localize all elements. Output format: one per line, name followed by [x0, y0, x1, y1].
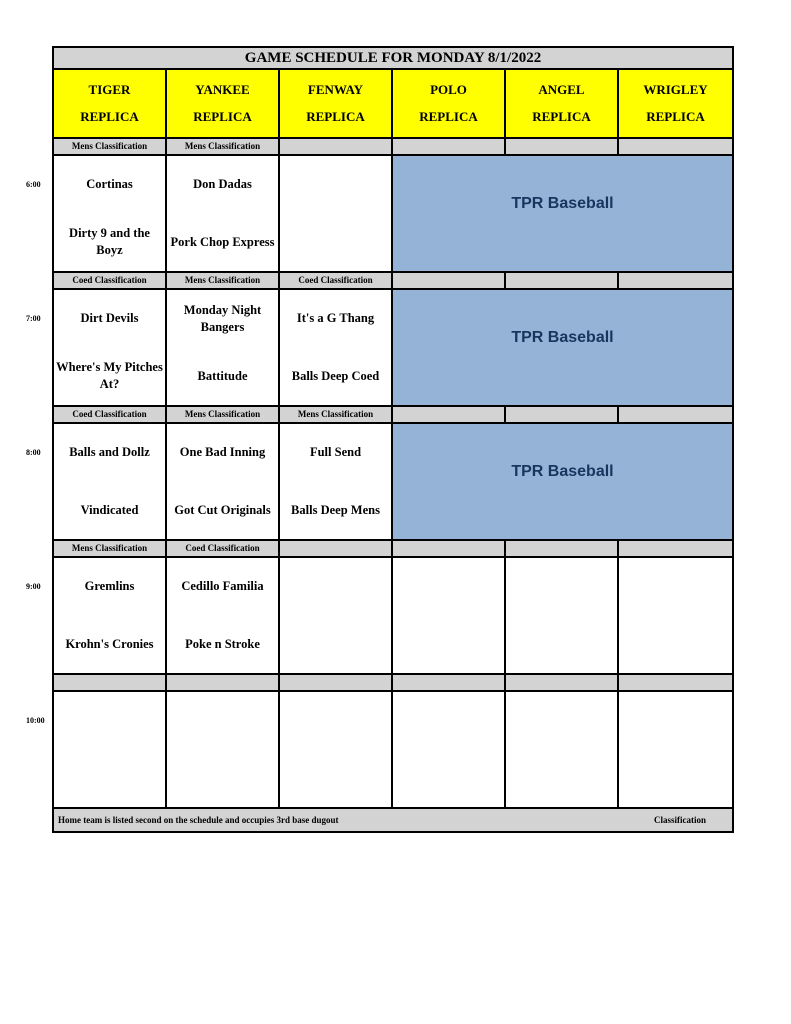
home-team: Krohn's Cronies — [65, 636, 154, 651]
classification-cell: Mens Classification — [54, 139, 167, 154]
game-cell — [54, 290, 167, 405]
home-team — [506, 616, 617, 674]
home-team: Dirty 9 and the Boyz — [69, 226, 150, 258]
classification-cell — [619, 541, 732, 556]
field-subtitle: REPLICA — [80, 109, 139, 125]
home-team — [280, 750, 391, 808]
time-label: 10:00 — [26, 716, 45, 725]
home-team: Pork Chop Express — [170, 234, 275, 249]
away-team: Don Dadas — [193, 177, 252, 192]
away-team: Dirt Devils — [80, 311, 139, 326]
schedule-sheet — [52, 46, 734, 833]
home-team: Battitude — [197, 368, 248, 383]
away-team — [619, 558, 732, 616]
away-team: Balls and Dollz — [69, 445, 150, 460]
away-team — [280, 692, 391, 750]
game-cell — [619, 692, 732, 807]
classification-cell — [506, 675, 619, 690]
footer-note: Home team is listed second on the schedule and occupies 3rd base dugout — [58, 815, 339, 825]
footer-classification: Classification — [653, 815, 706, 825]
field-header-yankee — [167, 70, 280, 137]
away-team — [54, 692, 165, 750]
classification-cell — [619, 675, 732, 690]
game-cell — [167, 424, 280, 539]
game-cell — [506, 692, 619, 807]
field-subtitle: REPLICA — [532, 109, 591, 125]
game-cell — [619, 558, 732, 673]
away-team — [280, 558, 391, 616]
away-team: Monday Night Bangers — [183, 302, 262, 334]
time-label: 7:00 — [26, 314, 41, 323]
classification-cell — [54, 675, 167, 690]
home-team — [167, 750, 278, 808]
classification-cell — [619, 407, 732, 422]
classification-cell — [506, 273, 619, 288]
field-name: ANGEL — [538, 81, 585, 97]
away-team: One Bad Inning — [179, 445, 266, 460]
home-team — [280, 616, 391, 674]
classification-cell — [619, 273, 732, 288]
field-name: WRIGLEY — [643, 81, 708, 97]
game-row — [54, 558, 732, 675]
game-row — [54, 424, 732, 541]
home-team: Where's My Pitches At? — [56, 360, 163, 392]
game-cell — [54, 156, 167, 271]
home-team — [619, 616, 732, 674]
game-cell — [280, 156, 393, 271]
game-cell — [54, 424, 167, 539]
classification-cell — [393, 139, 506, 154]
field-header-angel — [506, 70, 619, 137]
game-row — [54, 692, 732, 809]
away-team: Full Send — [309, 445, 362, 460]
classification-cell: Coed Classification — [280, 273, 393, 288]
game-cell — [54, 558, 167, 673]
classification-cell — [280, 541, 393, 556]
game-cell — [167, 692, 280, 807]
home-team — [619, 750, 732, 808]
field-name: YANKEE — [195, 81, 250, 97]
away-team — [393, 558, 504, 616]
time-label: 9:00 — [26, 582, 41, 591]
home-team — [506, 750, 617, 808]
game-cell — [167, 156, 280, 271]
field-name: TIGER — [88, 81, 131, 97]
tpr-block-label: TPR Baseball — [511, 462, 614, 480]
tpr-block-label: TPR Baseball — [511, 328, 614, 346]
game-cell — [167, 290, 280, 405]
schedule-title: GAME SCHEDULE FOR MONDAY 8/1/2022 — [54, 48, 732, 70]
field-subtitle: REPLICA — [646, 109, 705, 125]
classification-cell: Mens Classification — [167, 139, 280, 154]
tpr-reserved-block — [393, 424, 732, 539]
home-team: Balls Deep Mens — [291, 502, 380, 517]
field-subtitle: REPLICA — [306, 109, 365, 125]
footer-row — [54, 809, 732, 831]
home-team: Got Cut Originals — [174, 502, 271, 517]
field-subtitle: REPLICA — [193, 109, 252, 125]
classification-cell: Coed Classification — [54, 273, 167, 288]
home-team — [54, 750, 165, 808]
classification-cell — [506, 139, 619, 154]
away-team: Cortinas — [86, 177, 133, 192]
classification-cell — [506, 541, 619, 556]
game-cell — [393, 692, 506, 807]
classification-cell — [393, 273, 506, 288]
classification-row — [54, 273, 732, 290]
away-team — [393, 692, 504, 750]
classification-cell: Mens Classification — [167, 407, 280, 422]
classification-cell: Mens Classification — [167, 273, 280, 288]
field-header-tiger — [54, 70, 167, 137]
classification-cell — [506, 407, 619, 422]
field-header-row — [54, 70, 732, 139]
game-cell — [54, 692, 167, 807]
field-subtitle: REPLICA — [419, 109, 478, 125]
away-team — [167, 692, 278, 750]
classification-row — [54, 407, 732, 424]
game-row — [54, 290, 732, 407]
game-cell — [280, 692, 393, 807]
classification-cell — [393, 541, 506, 556]
away-team: Cedillo Familia — [181, 579, 264, 594]
field-name: POLO — [430, 81, 467, 97]
classification-cell: Mens Classification — [54, 541, 167, 556]
away-team — [506, 692, 617, 750]
field-header-wrigley — [619, 70, 732, 137]
away-team — [619, 692, 732, 750]
game-cell — [280, 290, 393, 405]
tpr-reserved-block — [393, 290, 732, 405]
classification-cell: Mens Classification — [280, 407, 393, 422]
game-row — [54, 156, 732, 273]
classification-cell — [393, 675, 506, 690]
away-team — [506, 558, 617, 616]
classification-cell — [393, 407, 506, 422]
classification-cell — [619, 139, 732, 154]
classification-row — [54, 541, 732, 558]
classification-row — [54, 675, 732, 692]
time-label: 8:00 — [26, 448, 41, 457]
home-team — [393, 750, 504, 808]
game-cell — [393, 558, 506, 673]
tpr-reserved-block — [393, 156, 732, 271]
home-team: Vindicated — [80, 502, 139, 517]
home-team — [280, 214, 391, 272]
home-team — [393, 616, 504, 674]
field-header-fenway — [280, 70, 393, 137]
classification-cell: Coed Classification — [167, 541, 280, 556]
game-cell — [280, 424, 393, 539]
home-team: Poke n Stroke — [185, 636, 260, 651]
away-team: It's a G Thang — [296, 311, 375, 326]
game-cell — [506, 558, 619, 673]
game-cell — [167, 558, 280, 673]
time-label: 6:00 — [26, 180, 41, 189]
classification-cell: Coed Classification — [54, 407, 167, 422]
tpr-block-label: TPR Baseball — [511, 194, 614, 212]
classification-row — [54, 139, 732, 156]
classification-cell — [280, 675, 393, 690]
field-header-polo — [393, 70, 506, 137]
classification-cell — [167, 675, 280, 690]
classification-cell — [280, 139, 393, 154]
away-team — [280, 156, 391, 214]
schedule-body — [54, 139, 732, 809]
home-team: Balls Deep Coed — [291, 368, 380, 383]
field-name: FENWAY — [307, 81, 364, 97]
away-team: Gremlins — [84, 579, 135, 594]
game-cell — [280, 558, 393, 673]
